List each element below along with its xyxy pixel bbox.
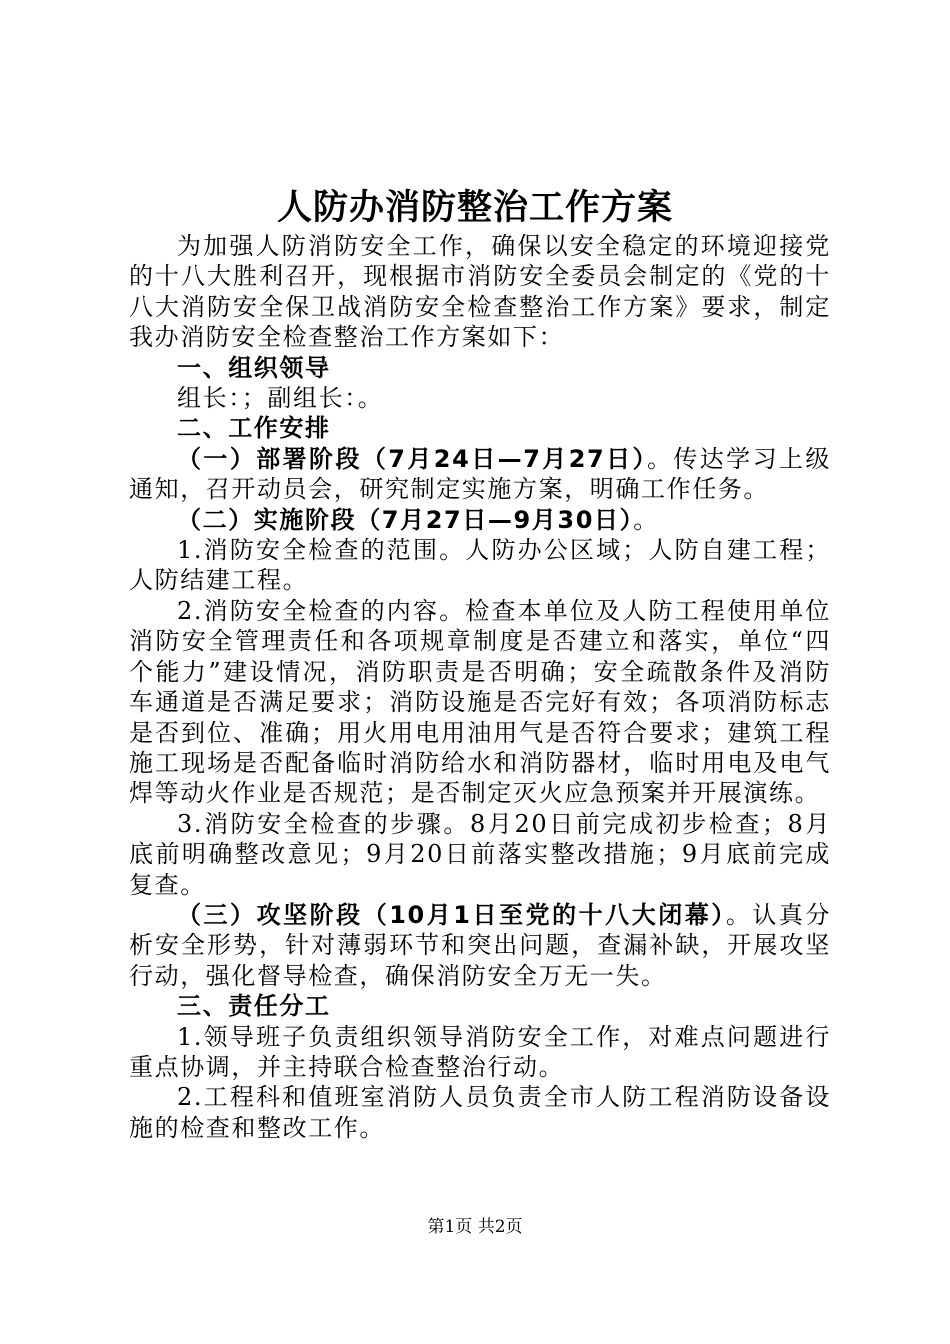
responsibility-leadership-paragraph: 1.领导班子负责组织领导消防安全工作，对难点问题进行重点协调，并主持联合检查整治行动。 [129, 1022, 831, 1081]
stage-deployment-label: （一）部署阶段（7月24日—7月27日） [177, 444, 647, 473]
inspection-steps-paragraph: 3.消防安全检查的步骤。8月20日前完成初步检查；8月底前明确整改意见；9月20日前落实整改措施；9月底前完成复查。 [129, 809, 831, 899]
section-heading-responsibility: 三、责任分工 [177, 992, 331, 1021]
stage-tackling-text: 。认真分析安全形势，针对薄弱环节和突出问题，查漏补缺，开展攻坚行动，强化督导检查，确保消防安全万无一失。 [129, 900, 831, 990]
stage-deployment-paragraph [129, 444, 831, 505]
page-footer: 第1页 共2页 [427, 1217, 523, 1237]
section-heading-arrangement: 二、工作安排 [177, 414, 331, 443]
section-heading-organization: 一、组织领导 [177, 353, 331, 382]
stage-implementation-text: 。 [633, 505, 659, 534]
stage-tackling-paragraph [129, 900, 831, 991]
stage-implementation-paragraph [129, 505, 831, 535]
stage-implementation-label: （二）实施阶段（7月27日—9月30日） [177, 505, 634, 534]
document-title: 人防办消防整治工作方案 [276, 187, 673, 228]
responsibility-engineering-paragraph: 2.工程科和值班室消防人员负责全市人防工程消防设备设施的检查和整改工作。 [129, 1083, 831, 1142]
inspection-scope-paragraph: 1.消防安全检查的范围。人防办公区域；人防自建工程；人防结建工程。 [129, 536, 831, 595]
leadership-paragraph: 组长：；副组长：。 [177, 384, 384, 413]
intro-paragraph: 为加强人防消防安全工作，确保以安全稳定的环境迎接党的十八大胜利召开，现根据市消防安全委员会制定的《党的十八大消防安全保卫战消防安全检查整治工作方案》要求，制定我办消防安全检查整治工作方案如下： [129, 232, 831, 352]
stage-deployment-text: 。传达学习上级通知，召开动员会，研究制定实施方案，明确工作任务。 [129, 444, 831, 504]
stage-tackling-label: （三）攻坚阶段（10月1日至党的十八大闭幕） [177, 900, 726, 929]
inspection-content-paragraph: 2.消防安全检查的内容。检查本单位及人防工程使用单位消防安全管理责任和各项规章制度是否建立和落实，单位“四个能力”建设情况，消防职责是否明确；安全疏散条件及消防车通道是否满足要求；消防设施是否完好有效；各项消防标志是否到位、准确；用火用电用油用气是否符合要求；建筑工程施工现场是否配备临时消防给水和消防器材，临时用电及电气焊等动火作业是否规范；是否制定灭火应急预案并开展演练。 [129, 596, 831, 808]
document-body [129, 231, 831, 1143]
